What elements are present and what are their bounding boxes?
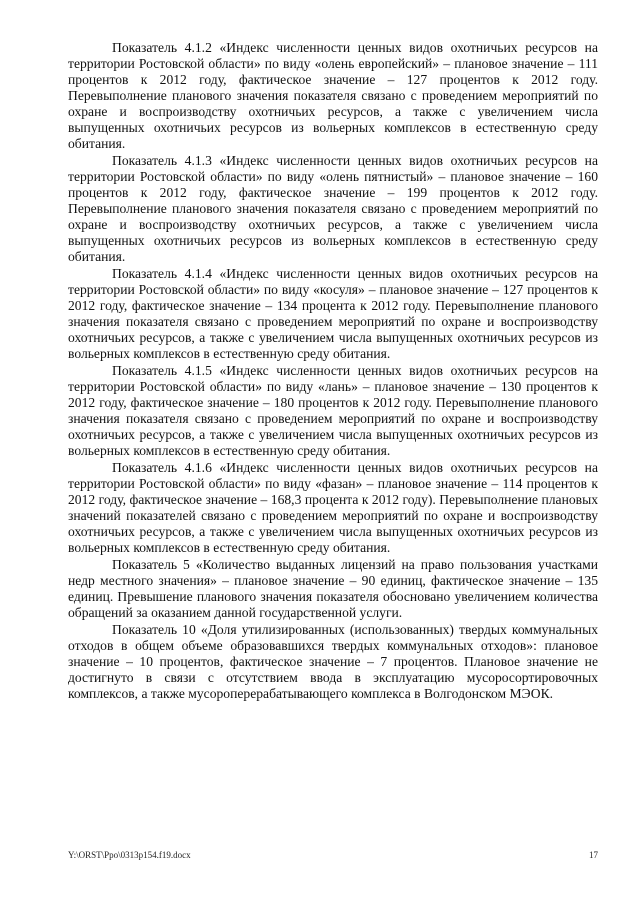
paragraph-indicator-10: Показатель 10 «Доля утилизированных (использованных) твердых коммунальных отходов в общем объеме образовавшихся твердых коммунальных отходов»: плановое значение – 10 процентов, фактическое значение – 7 процентов. Плановое значение не достигнуто в связи с отсутствием ввода в эксплуатацию мусоросортировочных комплексов, а также мусороперерабатывающего комплекса в Волгодонском МЭОК. bbox=[68, 622, 598, 701]
page-number: 17 bbox=[589, 850, 598, 860]
paragraph-indicator-4-1-2: Показатель 4.1.2 «Индекс численности ценных видов охотничьих ресурсов на территории Ростовской области» по виду «олень европейский» – плановое значение – 111 процентов к 2012 году, фактическое значение – 127 процентов к 2012 году. Перевыполнение планового значения показателя связано с проведением мероприятий по охране и воспроизводству охотничьих ресурсов, а также с увеличением числа выпущенных охотничьих ресурсов из вольерных комплексов в естественную среду обитания. bbox=[68, 40, 598, 151]
file-path: Y:\ORST\Ppo\0313p154.f19.docx bbox=[68, 850, 191, 860]
paragraph-indicator-4-1-3: Показатель 4.1.3 «Индекс численности ценных видов охотничьих ресурсов на территории Ростовской области» по виду «олень пятнистый» – плановое значение – 160 процентов к 2012 году, фактическое значение – 199 процентов к 2012 году. Перевыполнение планового значения показателя связано с проведением мероприятий по охране и воспроизводству охотничьих ресурсов, а также с увеличением числа выпущенных охотничьих ресурсов из вольерных комплексов в естественную среду обитания. bbox=[68, 153, 598, 264]
paragraph-indicator-4-1-4: Показатель 4.1.4 «Индекс численности ценных видов охотничьих ресурсов на территории Ростовской области» по виду «косуля» – плановое значение – 127 процентов к 2012 году, фактическое значение – 134 процента к 2012 году. Перевыполнение планового значения показателя связано с проведением мероприятий по охране и воспроизводству охотничьих ресурсов, а также с увеличением числа выпущенных охотничьих ресурсов из вольерных комплексов в естественную среду обитания. bbox=[68, 266, 598, 361]
paragraph-indicator-5: Показатель 5 «Количество выданных лицензий на право пользования участками недр местного значения» – плановое значение – 90 единиц, фактическое значение – 135 единиц. Превышение планового значения показателя обосновано увеличением количества обращений за оказанием данной государственной услуги. bbox=[68, 557, 598, 620]
document-body bbox=[68, 40, 598, 703]
paragraph-indicator-4-1-6: Показатель 4.1.6 «Индекс численности ценных видов охотничьих ресурсов на территории Ростовской области» по виду «фазан» – плановое значение – 114 процентов к 2012 году, фактическое значение – 168,3 процента к 2012 году). Перевыполнение плановых значений показателей связано с проведением мероприятий по охране и воспроизводству охотничьих ресурсов, а также с увеличением числа выпущенных охотничьих ресурсов из вольерных комплексов в естественную среду обитания. bbox=[68, 460, 598, 555]
paragraph-indicator-4-1-5: Показатель 4.1.5 «Индекс численности ценных видов охотничьих ресурсов на территории Ростовской области» по виду «лань» – плановое значение – 130 процентов к 2012 году, фактическое значение – 180 процентов к 2012 году. Перевыполнение планового значения показателя связано с проведением мероприятий по охране и воспроизводству охотничьих ресурсов, а также с увеличением числа выпущенных охотничьих ресурсов из вольерных комплексов в естественную среду обитания. bbox=[68, 363, 598, 458]
